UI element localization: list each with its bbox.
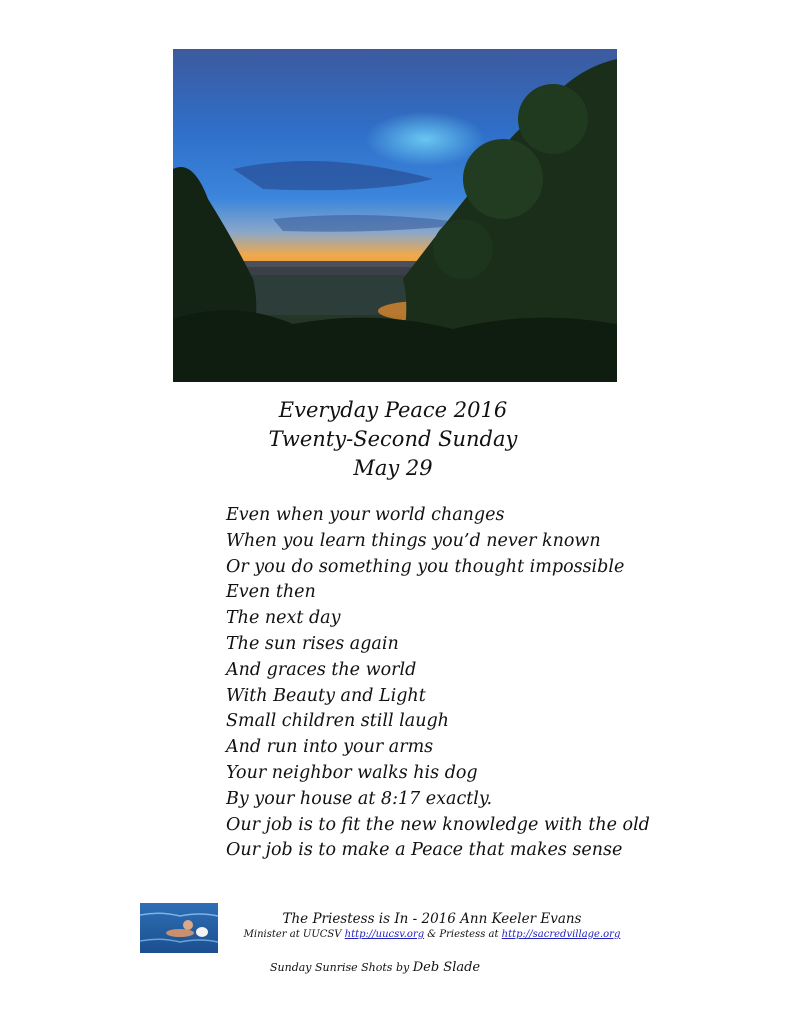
poem-line: Our job is to make a Peace that makes sense bbox=[226, 840, 623, 861]
poem-line: Small children still laugh bbox=[226, 711, 449, 732]
poem-line: Our job is to fit the new knowledge with the old bbox=[226, 814, 650, 835]
swimmer-in-water-photo bbox=[140, 903, 218, 953]
sunset-river-bridge-photo bbox=[173, 49, 617, 382]
footer bbox=[222, 910, 642, 942]
poem-line: The sun rises again bbox=[226, 633, 399, 654]
uucsv-link[interactable]: http://uucsv.org bbox=[344, 929, 425, 940]
series-title: Everyday Peace 2016 bbox=[278, 398, 508, 422]
poem-line: The next day bbox=[226, 608, 341, 629]
credit-label: Sunday Sunrise Shots by bbox=[270, 961, 413, 974]
poem-line: Or you do something you thought impossible bbox=[226, 556, 625, 577]
sunday-title: Twenty-Second Sunday bbox=[268, 427, 518, 451]
poem-line: By your house at 8:17 exactly. bbox=[226, 788, 493, 809]
poem-line: Even then bbox=[226, 582, 316, 603]
poem-line: With Beauty and Light bbox=[226, 685, 426, 706]
sacredvillage-link[interactable]: http://sacredvillage.org bbox=[501, 929, 621, 940]
poem-line: Your neighbor walks his dog bbox=[226, 762, 478, 783]
minister-label: Minister at UUCSV bbox=[243, 929, 345, 940]
title-block bbox=[200, 396, 586, 483]
date-title: May 29 bbox=[353, 456, 433, 480]
credit-name: Deb Slade bbox=[412, 960, 481, 975]
photo-credit bbox=[270, 961, 510, 975]
poem-line: And run into your arms bbox=[226, 737, 434, 758]
poem-line: Even when your world changes bbox=[226, 505, 505, 525]
footer-title: The Priestess is In - 2016 Ann Keeler Evans bbox=[282, 911, 582, 927]
poem-line: And graces the world bbox=[226, 659, 417, 680]
footer-links-line bbox=[222, 928, 642, 942]
poem-line: When you learn things you’d never known bbox=[226, 530, 601, 551]
poem bbox=[226, 503, 650, 864]
priestess-label: & Priestess at bbox=[424, 929, 502, 940]
